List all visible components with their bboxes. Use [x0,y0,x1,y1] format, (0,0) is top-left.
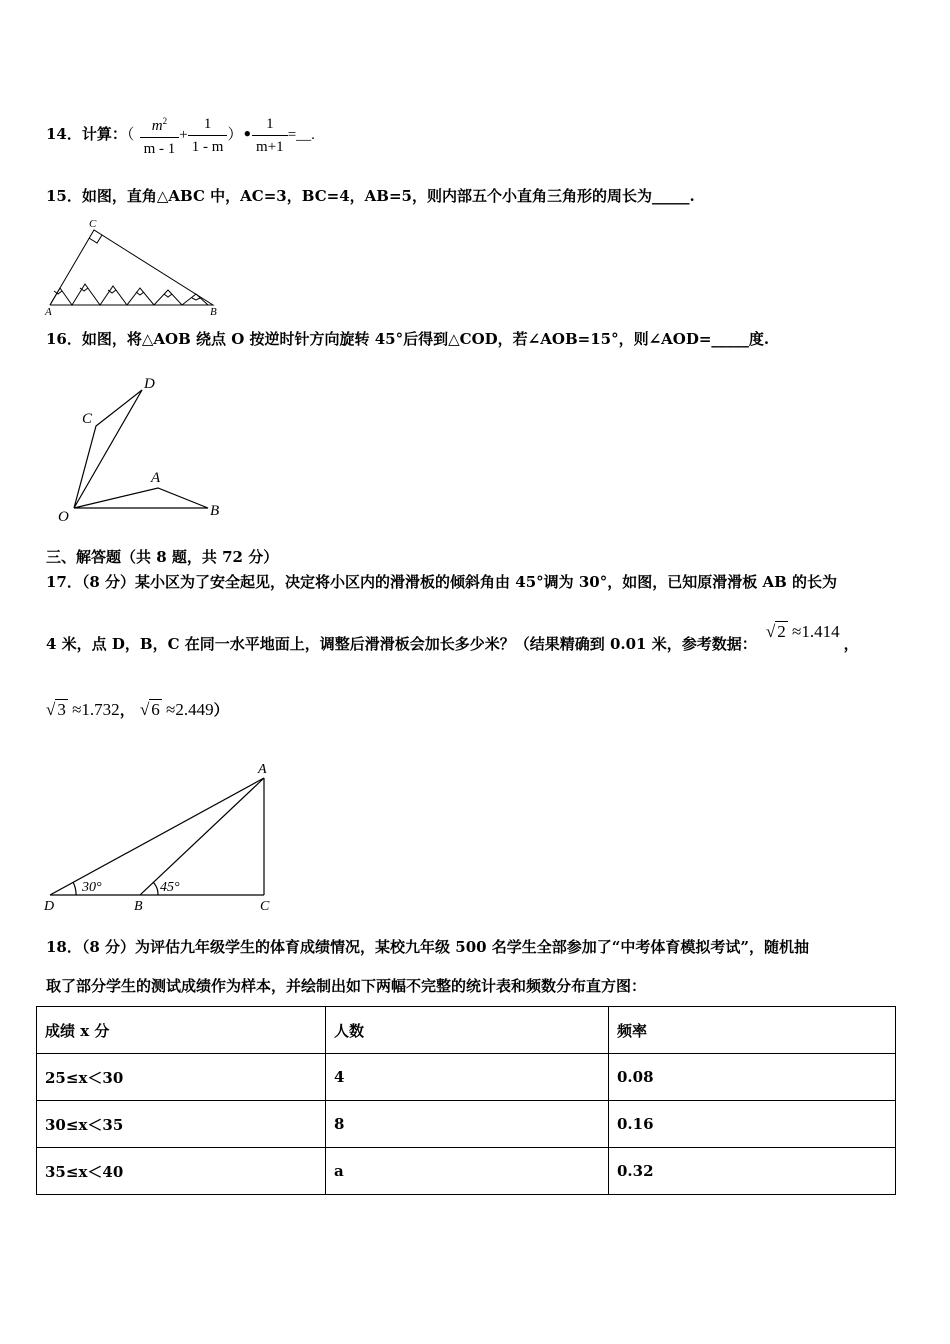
q17-sqrt2: √ 2 ≈1.414 [765,622,840,641]
table-cell: 0.16 [609,1101,896,1148]
q16-label-c: C [82,411,93,427]
q17-label-c: C [260,899,270,914]
q15-right-angle-c [89,235,102,243]
q14-f3-den: m+1 [256,138,284,155]
question-17-line2 [46,622,859,654]
table-cell: 25≤x＜30 [37,1054,326,1101]
q17-sqrt6: √ 6 ≈2.449 [139,700,214,719]
q16-triangle-aob [74,488,208,508]
question-14 [46,112,315,158]
q17-sqrt3: √ 3 ≈1.732 [46,700,120,719]
q14-fraction-3 [252,115,288,156]
q16-figure [50,368,240,528]
q15-label-a: A [45,306,52,316]
q14-open-paren: （ [126,127,135,143]
q14-f3-num: 1 [252,115,288,136]
q17-slide-da [50,778,264,895]
q17-angle-30: 30° [82,880,102,895]
q17-arc-45 [153,882,158,895]
q17-comma2: ， [119,701,135,719]
table-row [37,1101,896,1148]
question-17-line3 [46,700,229,720]
q14-tail: =__. [287,127,315,143]
question-17-line1: 17．（8 分）某小区为了安全起见，决定将小区内的滑滑板的倾斜角由 45°调为 30°，如图，已知原滑滑板 AB 的长为 [46,573,837,591]
section-3-title: 三、解答题（共 8 题，共 72 分） [46,548,279,566]
q15-label-c: C [89,218,97,230]
q14-f2-num: 1 [188,115,228,136]
q16-label-a: A [151,470,161,486]
q16-label-d: D [144,376,155,392]
q14-f2-den: 1 - m [191,138,224,155]
q14-label: 14．计算： [46,125,127,143]
table-row [37,1148,896,1195]
q15-figure [40,212,230,316]
table-cell: 30≤x＜35 [37,1101,326,1148]
question-18-line2: 取了部分学生的测试成绩作为样本，并绘制出如下两幅不完整的统计表和频数分布直方图： [46,977,647,995]
q16-triangle-cod [74,390,142,508]
q17-comma1: ， [843,635,859,653]
q14-f1-num-base: m [151,118,163,134]
table-header-row [37,1007,896,1054]
table-header-cell: 成绩 x 分 [37,1007,326,1054]
table-header-cell: 频率 [609,1007,896,1054]
q14-dot: • [242,125,253,143]
table-cell: 0.32 [609,1148,896,1195]
q14-close-paren: ） [227,127,243,143]
q17-close: ） [213,701,229,719]
table-cell: 4 [326,1054,609,1101]
q17-line2-text: 4 米，点 D，B，C 在同一水平地面上，调整后滑滑板会加长多少米？（结果精确到 0.01 米，参考数据： [46,635,757,653]
table-row [37,1054,896,1101]
q14-plus: + [179,127,188,143]
table-header-cell: 人数 [326,1007,609,1054]
table-cell: 35≤x＜40 [37,1148,326,1195]
q16-label-b: B [210,503,220,519]
q17-angle-45: 45° [160,880,180,895]
score-table [36,1006,896,1195]
q14-fraction-1 [140,112,180,158]
question-15: 15．如图，直角△ABC 中，AC=3，BC=4，AB=5，则内部五个小直角三角形的周长为_____. [46,187,695,205]
q17-figure [40,758,280,918]
q16-label-o: O [58,509,69,525]
q17-arc-30 [73,882,76,895]
question-18-line1: 18．（8 分）为评估九年级学生的体育成绩情况，某校九年级 500 名学生全部参加了“中考体育模拟考试”，随机抽 [46,938,810,956]
table-cell: a [326,1148,609,1195]
q17-label-b: B [134,899,143,914]
q15-label-b: B [210,306,217,316]
table-cell: 8 [326,1101,609,1148]
table-cell: 0.08 [609,1054,896,1101]
q14-f1-num-exp: 2 [162,116,168,126]
q17-slide-ba [140,778,264,895]
q17-label-a: A [258,762,267,777]
q15-triangle [50,230,213,305]
q14-f1-den: m - 1 [143,141,176,157]
question-16: 16．如图，将△AOB 绕点 O 按逆时针方向旋转 45°后得到△COD，若∠AOB=15°，则∠AOD=_____度. [46,330,770,348]
q17-label-d: D [44,899,55,914]
q14-fraction-2 [188,115,228,156]
